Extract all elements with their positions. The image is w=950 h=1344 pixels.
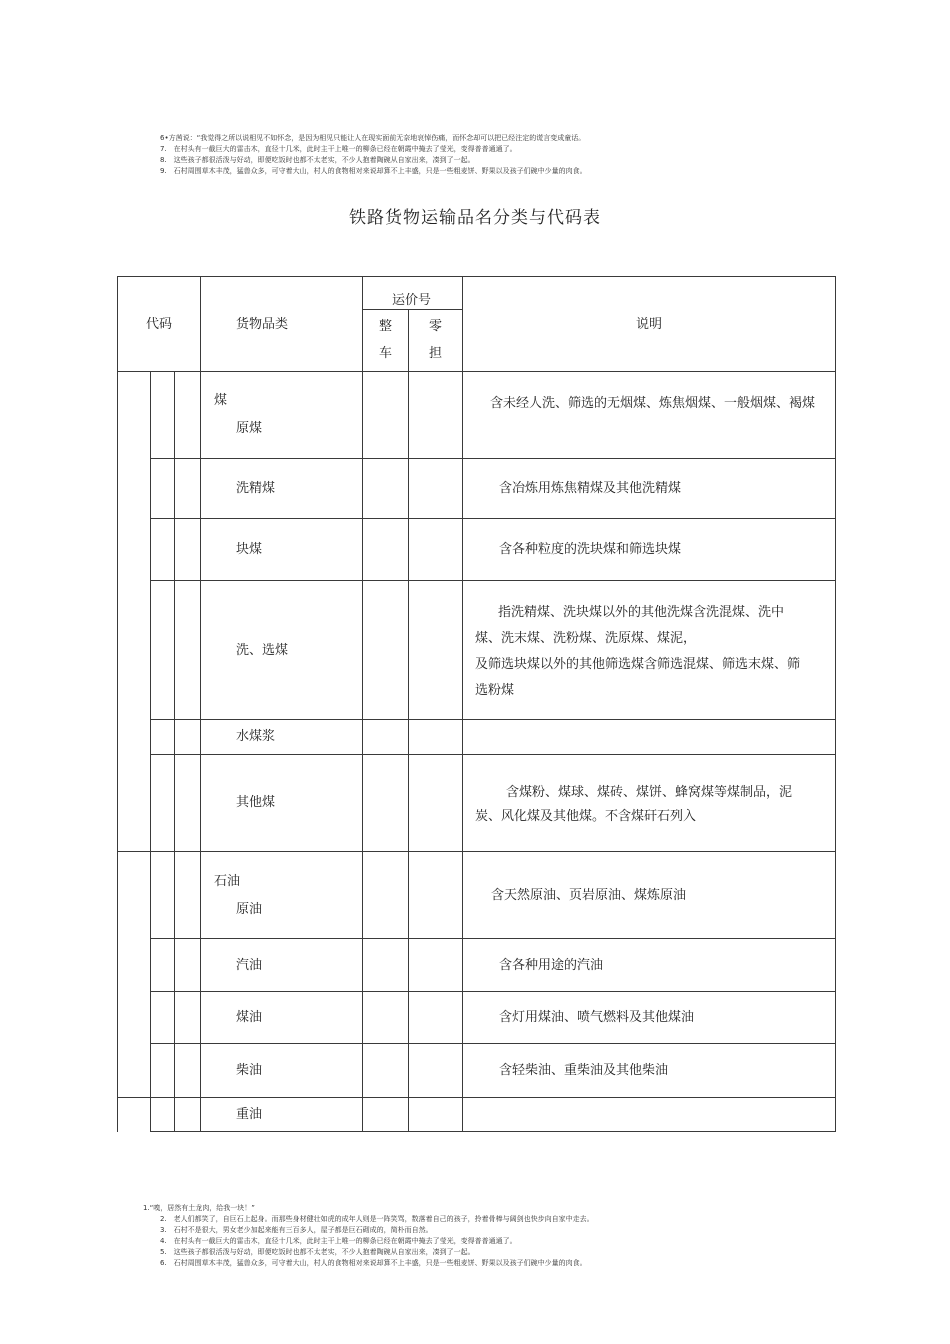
header-category: 货物品类: [236, 317, 289, 332]
header-code: 代码: [146, 317, 173, 332]
row-name-heavy-oil: 重油: [236, 1107, 263, 1122]
row-desc-washed-screened-coal-2: 煤、洗末煤、洗粉煤、洗原煤、煤泥，: [475, 631, 697, 646]
row-desc-other-coal-2: 炭、风化煤及其他煤。不含煤矸石列入: [475, 809, 697, 824]
row-desc-other-coal-1: 含煤粉、煤球、煤砖、煤饼、蜂窝煤等煤制品，泥: [506, 785, 793, 800]
row-desc-crude-oil: 含天然原油、页岩原油、煤炼原油: [491, 888, 687, 903]
row-name-coal-water-slurry: 水煤浆: [236, 729, 276, 744]
row-desc-gasoline: 含各种用途的汽油: [499, 958, 604, 973]
row-name-diesel: 柴油: [236, 1063, 263, 1078]
row-desc-lump-coal: 含各种粒度的洗块煤和筛选块煤: [499, 542, 682, 557]
top-note-8: 8. 这些孩子都很活泼与好动，即便吃饭时也都不太老实，不少人抱着陶碗从自家出来，凑到了一起。: [160, 156, 475, 164]
row-name-gasoline: 汽油: [236, 958, 263, 973]
header-whole-car-2: 车: [379, 346, 393, 361]
bottom-note-6: 6. 石村周围草木丰茂，猛兽众多，可守着大山，村人的食物相对来说却算不上丰盛，只是一些粗麦饼、野果以及孩子们碗中少量的肉食。: [160, 1259, 587, 1267]
header-lcl-1: 零: [429, 319, 443, 334]
group-coal: 煤: [214, 393, 228, 408]
top-note-7: 7. 在村头有一截巨大的雷击木，直径十几米，此时主干上唯一的柳条已经在朝霞中掩去了莹光，变得普普通通了。: [160, 145, 517, 153]
row-desc-diesel: 含轻柴油、重柴油及其他柴油: [499, 1063, 669, 1078]
row-name-raw-coal: 原煤: [236, 421, 263, 436]
row-name-kerosene: 煤油: [236, 1010, 263, 1025]
row-desc-raw-coal: 含未经人洗、筛选的无烟煤、炼焦烟煤、一般烟煤、褐煤: [490, 396, 816, 411]
bottom-note-4: 4. 在村头有一截巨大的雷击木，直径十几米，此时主干上唯一的柳条已经在朝霞中掩去了莹光，变得普普通通了。: [160, 1237, 517, 1245]
bottom-note-3: 3. 石村不是很大，男女老少加起来能有三百多人，屋子都是巨石砌成的，简朴而自然。: [160, 1226, 433, 1234]
bottom-note-5: 5. 这些孩子都很活泼与好动，即便吃饭时也都不太老实，不少人抱着陶碗从自家出来，凑到了一起。: [160, 1248, 475, 1256]
row-name-washed-fine-coal: 洗精煤: [236, 481, 276, 496]
header-freight-no: 运价号: [392, 293, 432, 308]
row-name-crude-oil: 原油: [236, 902, 263, 917]
header-note: 说明: [636, 317, 663, 332]
row-name-other-coal: 其他煤: [236, 795, 276, 810]
row-name-lump-coal: 块煤: [236, 542, 263, 557]
top-note-9: 9. 石村周围草木丰茂，猛兽众多，可守着大山，村人的食物相对来说却算不上丰盛，只是一些粗麦饼、野果以及孩子们碗中少量的肉食。: [160, 167, 587, 175]
row-desc-kerosene: 含灯用煤油、喷气燃料及其他煤油: [499, 1010, 695, 1025]
row-name-washed-screened-coal: 洗、选煤: [236, 643, 289, 658]
row-desc-washed-screened-coal-1: 指洗精煤、洗块煤以外的其他洗煤含洗混煤、洗中: [498, 605, 785, 620]
row-desc-washed-fine-coal: 含冶炼用炼焦精煤及其他洗精煤: [499, 481, 682, 496]
header-whole-car-1: 整: [379, 319, 393, 334]
top-note-6: 6•方茜说：“我觉得之所以说相见不如怀念，是因为相见只能让人在现实面前无奈地哀悼伤痛，而怀念却可以把已经注定的谎言变成童话。: [160, 134, 586, 142]
row-desc-washed-screened-coal-3: 及筛选块煤以外的其他筛选煤含筛选混煤、筛选末煤、筛: [475, 657, 801, 672]
page-title: 铁路货物运输品名分类与代码表: [349, 208, 601, 228]
row-desc-washed-screened-coal-4: 选粉煤: [475, 683, 515, 698]
header-lcl-2: 担: [429, 346, 443, 361]
group-petroleum: 石油: [214, 874, 241, 889]
bottom-note-2: 2. 老人们都笑了，自巨石上起身。而那些身材健壮如虎的成年人则是一阵笑骂，数落着自己的孩子，拎着骨棒与阔剑也快步向自家中走去。: [160, 1215, 594, 1223]
bottom-note-1: 1.“嗅，居然有土龙肉，给我一块！”: [143, 1204, 255, 1212]
